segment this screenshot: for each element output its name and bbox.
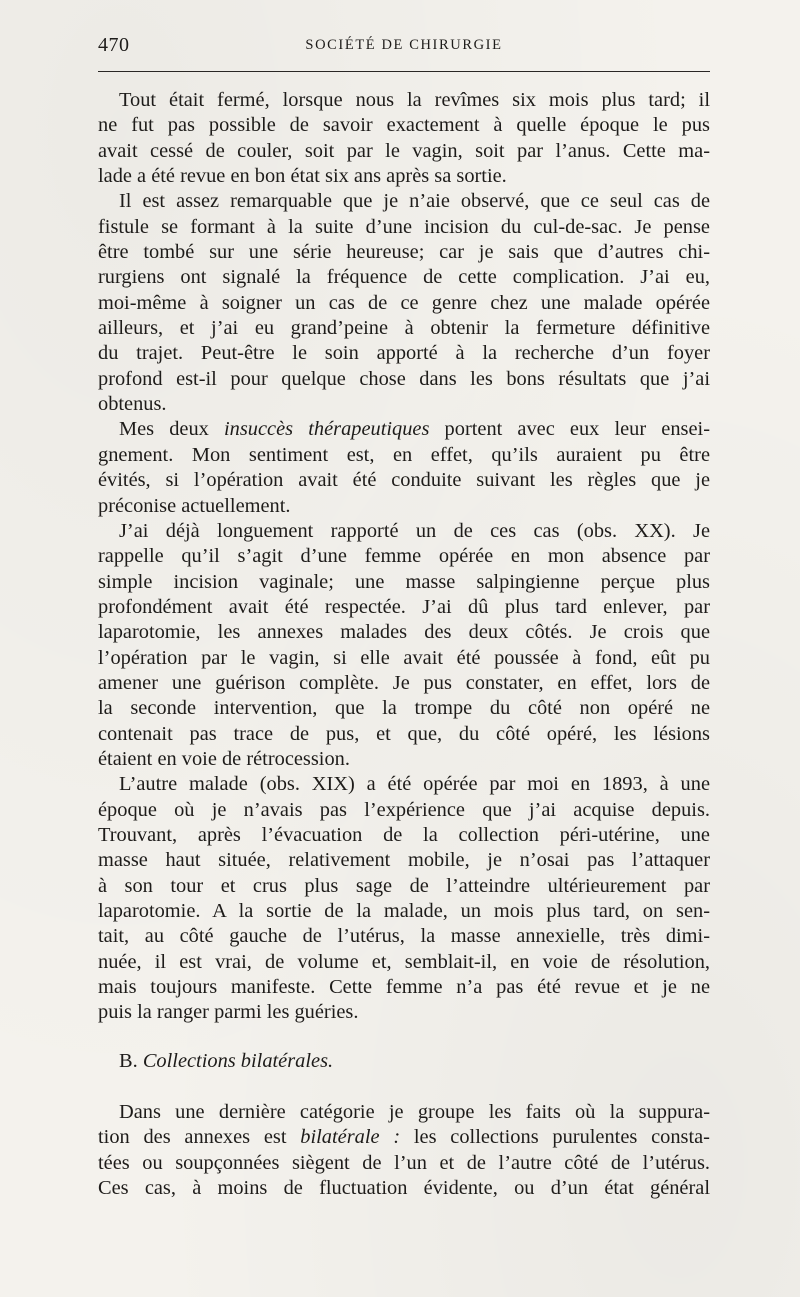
text-line: obtenus.	[98, 393, 167, 416]
text-line: Dans une dernière catégorie je groupe les faits où la suppura-	[119, 1101, 710, 1124]
text-line: ne fut pas possible de savoir exactement à quelle époque le pus	[98, 114, 710, 137]
text-line: puis la ranger parmi les guéries.	[98, 1001, 359, 1024]
text-line: l’opération par le vagin, si elle avait été poussée à fond, eût pu	[98, 646, 710, 669]
text-line: époque où je n’avais pas l’expérience que j’ai acquise depuis.	[98, 798, 710, 821]
page-header	[98, 34, 710, 58]
text-line: L’autre malade (obs. XIX) a été opérée par moi en 1893, à une	[119, 773, 710, 796]
text-run: les collections purulentes consta-	[413, 1126, 710, 1149]
text-line: laparotomie, les annexes malades des deux côtés. Je crois que	[98, 621, 710, 644]
text-line: amener une guérison complète. Je pus constater, en effet, lors de	[98, 671, 710, 694]
paragraph-4	[98, 519, 710, 772]
section-title: Collections bilatérales.	[142, 1049, 334, 1072]
header-rule	[98, 71, 710, 72]
text-line: mais toujours manifeste. Cette femme n’a pas été revue et je ne	[98, 976, 710, 999]
text-line: Il est assez remarquable que je n’aie observé, que ce seul cas de	[119, 190, 710, 213]
text-line: lade a été revue en bon état six ans après sa sortie.	[98, 165, 507, 188]
text-line: tait, au côté gauche de l’utérus, la masse annexielle, très dimi-	[98, 925, 710, 948]
text-line: Ces cas, à moins de fluctuation évidente, ou d’un état général	[98, 1177, 710, 1200]
text-line: gnement. Mon sentiment est, en effet, qu’ils auraient pu être	[98, 443, 710, 466]
running-head: SOCIÉTÉ DE CHIRURGIE	[305, 37, 503, 53]
body-text	[98, 88, 710, 1201]
italic-phrase: insuccès thérapeutiques	[224, 418, 430, 441]
spacer	[98, 1074, 710, 1100]
text-line-mixed	[98, 1125, 710, 1150]
text-line: masse haut située, relativement mobile, je n’osai pas l’attaquer	[98, 849, 710, 872]
text-run: portent avec eux leur ensei-	[444, 418, 710, 441]
text-line: Trouvant, après l’évacuation de la collection péri-utérine, une	[98, 823, 710, 846]
text-line: profondément avait été respectée. J’ai dû plus tard enlever, par	[98, 595, 710, 618]
paragraph-6	[98, 1100, 710, 1201]
text-line: simple incision vaginale; une masse salpingienne perçue plus	[98, 570, 710, 593]
text-line: être tombé sur une série heureuse; car je sais que d’autres chi-	[98, 241, 710, 264]
text-run: tion des annexes est	[98, 1126, 287, 1149]
text-line: évités, si l’opération avait été conduite suivant les règles que je	[98, 469, 710, 492]
text-line: la seconde intervention, que la trompe du côté non opéré ne	[98, 697, 710, 720]
section-heading	[98, 1049, 710, 1074]
text-line: profond est-il pour quelque chose dans les bons résultats que j’ai	[98, 367, 710, 390]
paragraph-3	[98, 417, 710, 518]
text-line: moi-même à soigner un cas de ce genre chez une malade opérée	[98, 291, 710, 314]
text-line: contenait pas trace de pus, et que, du côté opéré, les lésions	[98, 722, 710, 745]
text-run: Mes deux	[119, 418, 209, 441]
section-label: B.	[119, 1049, 138, 1072]
text-line: nuée, il est vrai, de volume et, semblait-il, en voie de résolution,	[98, 950, 710, 973]
text-line: ailleurs, et j’ai eu grand’peine à obtenir la fermeture définitive	[98, 317, 710, 340]
text-line: J’ai déjà longuement rapporté un de ces cas (obs. XX). Je	[119, 519, 710, 542]
paragraph-5	[98, 772, 710, 1025]
text-line: étaient en voie de rétrocession.	[98, 747, 350, 770]
text-line: avait cessé de couler, soit par le vagin, soit par l’anus. Cette ma-	[98, 139, 710, 162]
text-line: du trajet. Peut-être le soin apporté à la recherche d’un foyer	[98, 342, 710, 365]
text-line: à son tour et crus plus sage de l’atteindre ultérieurement par	[98, 874, 710, 897]
text-line: rappelle qu’il s’agit d’une femme opérée en mon absence par	[98, 545, 710, 568]
italic-phrase: bilatérale :	[300, 1126, 401, 1149]
text-line: rurgiens ont signalé la fréquence de cette complication. J’ai eu,	[98, 266, 710, 289]
text-line: préconise actuellement.	[98, 494, 291, 517]
text-line: fistule se formant à la suite d’une incision du cul-de-sac. Je pense	[98, 215, 710, 238]
spacer	[98, 1026, 710, 1049]
text-line-mixed	[98, 417, 710, 442]
text-line: Tout était fermé, lorsque nous la revîmes six mois plus tard; il	[119, 89, 710, 111]
text-line: tées ou soupçonnées siègent de l’un et de l’autre côté de l’utérus.	[98, 1151, 710, 1174]
text-line: laparotomie. A la sortie de la malade, un mois plus tard, on sen-	[98, 900, 710, 922]
paragraph-1	[98, 88, 710, 189]
paragraph-2	[98, 189, 710, 417]
page-number: 470	[98, 34, 130, 56]
